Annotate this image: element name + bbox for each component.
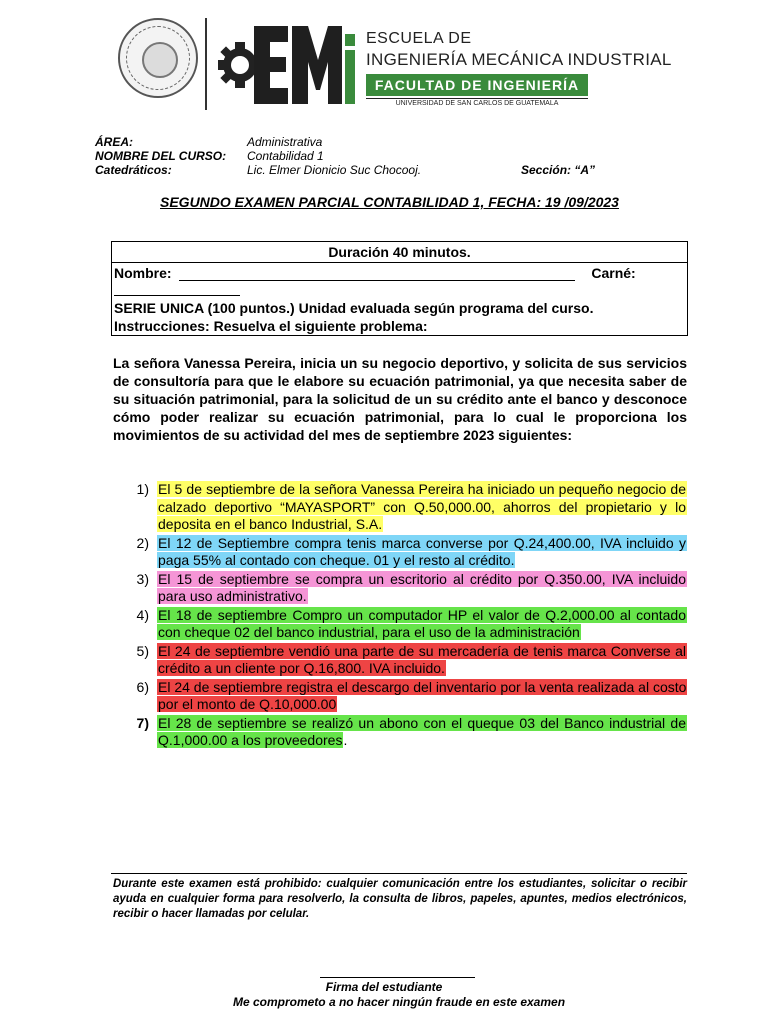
exam-warning: Durante este examen está prohibido: cualquier comunicación entre los estudiantes, solicitar o recibir ayuda en cualquier forma para resolverlo, la consulta de libros, papeles, apuntes, medios electrónicos, recibir o hacer llamadas por celular. — [113, 878, 687, 920]
item-text: El 28 de septiembre se realizó un abono con el queque 03 del Banco industrial de Q.1,000.00 a los proveedores — [158, 714, 686, 749]
name-label: Nombre: — [114, 265, 172, 281]
problem-intro: La señora Vanessa Pereira, inicia un su negocio deportivo, y solicita de sus servicios de consultoría para que le elabore su ecuación patrimonial, ya que necesita saber de su situación patrimonial, para la solicitud de un su crédito ante el banco y desconoce cómo poder realizar su ecuación patrimonial, para lo cual le proporciona los movimientos de su actividad del mes de septiembre 2023 siguientes: — [113, 355, 687, 443]
faculty-banner: FACULTAD DE INGENIERÍA — [366, 74, 588, 96]
item-number: 1) — [136, 481, 149, 497]
item-text: El 12 de Septiembre compra tenis marca converse por Q.24,400.00, IVA incluido y paga 55% al contado con cheque. 01 y el resto al crédito. — [158, 534, 686, 569]
list-item — [113, 535, 687, 570]
carne-field[interactable] — [114, 282, 240, 296]
list-item — [113, 481, 687, 534]
section-label: Sección: “A” — [521, 163, 596, 177]
university-name: UNIVERSIDAD DE SAN CARLOS DE GUATEMALA — [366, 98, 588, 107]
item-number: 5) — [136, 642, 149, 659]
item-text: El 5 de septiembre de la señora Vanessa Pereira ha iniciado un pequeño negocio de calzado deportivo “MAYASPORT” con Q.50,000.00, ahorros del propietario y lo deposita en el banco Industrial, S.A. — [158, 481, 686, 533]
item-text: El 24 de septiembre vendió una parte de su mercadería de tenis marca Converse al crédito a un cliente por Q.16,800. IVA incluido. — [158, 642, 686, 677]
item-number: 6) — [136, 678, 149, 695]
signature-label: Firma del estudiante — [325, 980, 443, 994]
school-name-line1: ESCUELA DE — [366, 30, 472, 47]
teacher-value: Lic. Elmer Dionicio Suc Chocooj. — [247, 163, 422, 177]
carne-label: Carné: — [591, 265, 636, 281]
list-item — [113, 679, 687, 714]
instructions-text: Instrucciones: Resuelva el siguiente problema: — [114, 318, 428, 334]
item-number: 3) — [136, 570, 149, 587]
list-item — [113, 643, 687, 678]
area-label: ÁREA: — [95, 135, 133, 149]
emi-logo — [214, 20, 356, 110]
item-period: . — [343, 732, 348, 749]
course-label: NOMBRE DEL CURSO: — [95, 149, 227, 163]
signature-promise: Me comprometo a no hacer ningún fraude en este examen — [232, 995, 566, 1009]
name-row — [114, 265, 636, 281]
area-value: Administrativa — [247, 135, 323, 149]
item-text: El 24 de septiembre registra el descargo del inventario por la venta realizada al costo por el monto de Q.10,000.00 — [158, 678, 687, 713]
exam-info-box — [111, 241, 688, 336]
header-divider — [205, 18, 207, 110]
item-number: 2) — [136, 534, 149, 551]
signature-line[interactable] — [320, 977, 475, 978]
duration-text: Duración 40 minutos. — [112, 242, 687, 263]
transactions-list — [113, 481, 687, 751]
item-text: El 15 de septiembre se compra un escritorio al crédito por Q.350.00, IVA incluido para uso administrativo. — [158, 570, 686, 605]
list-item — [113, 607, 687, 642]
item-number: 4) — [136, 606, 149, 623]
item-number: 7) — [136, 714, 149, 731]
name-field[interactable] — [179, 267, 575, 281]
footer-divider — [111, 873, 687, 874]
item-text: El 18 de septiembre Compro un computador HP el valor de Q.2,000.00 al contado con cheque 02 del banco industrial, para el uso de la administración — [158, 606, 686, 641]
course-value: Contabilidad 1 — [247, 149, 324, 163]
university-seal-logo — [118, 18, 198, 98]
exam-title: SEGUNDO EXAMEN PARCIAL CONTABILIDAD 1, FECHA: 19 /09/2023 — [160, 194, 619, 210]
list-item — [113, 715, 687, 750]
list-item — [113, 571, 687, 606]
teacher-label: Catedráticos: — [95, 163, 172, 177]
serie-text: SERIE UNICA (100 puntos.) Unidad evaluada según programa del curso. — [114, 300, 594, 316]
school-name-line2: INGENIERÍA MECÁNICA INDUSTRIAL — [366, 50, 672, 69]
